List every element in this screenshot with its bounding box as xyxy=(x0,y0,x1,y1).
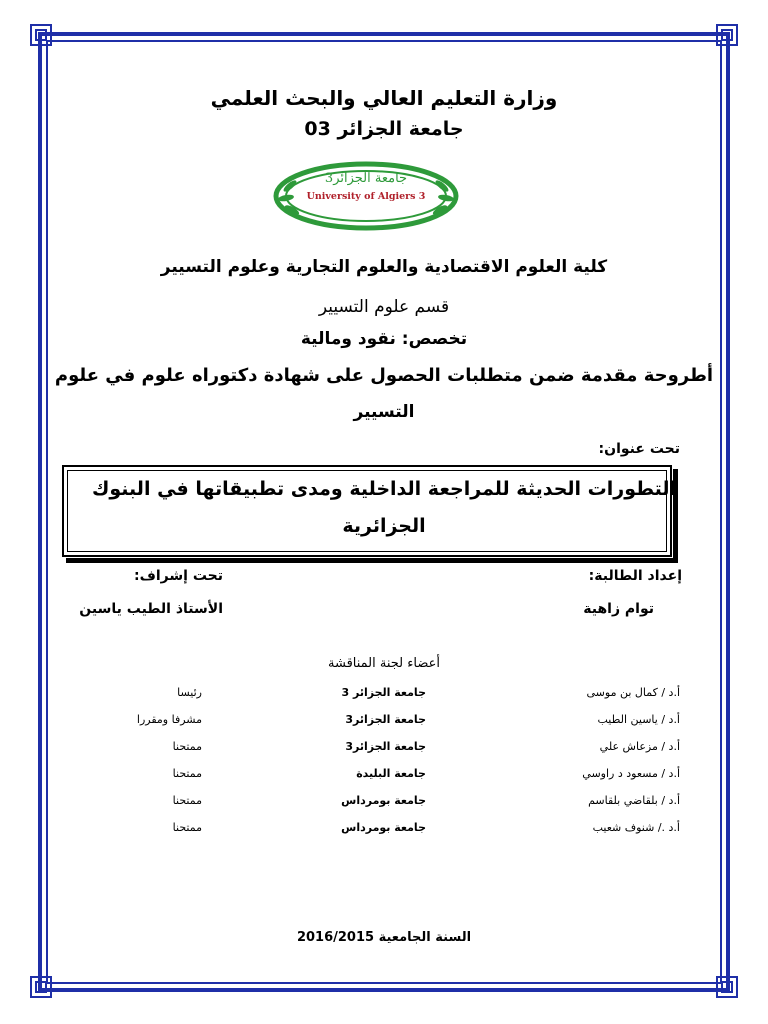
member-university: جامعة الجزائر3 xyxy=(345,713,426,726)
under-title-label: تحت عنوان: xyxy=(598,441,680,457)
corner-ornament-bottom-left xyxy=(30,976,52,998)
corner-ornament-top-right xyxy=(716,24,738,46)
member-university: جامعة بومرداس xyxy=(341,821,426,834)
faculty-name: كلية العلوم الاقتصادية والعلوم التجارية وعلوم التسيير xyxy=(160,257,608,277)
corner-ornament-top-left xyxy=(30,24,52,46)
specialty: تخصص: نقود ومالية xyxy=(300,329,468,349)
member-university: جامعة الجزائر 3 xyxy=(341,686,426,699)
logo-arabic-text: جامعة الجزائر3 xyxy=(324,171,408,186)
member-role: رئيسا xyxy=(177,686,202,699)
university-name: جامعة الجزائر 03 xyxy=(304,118,464,140)
committee-title: أعضاء لجنة المناقشة xyxy=(328,656,440,671)
member-name: أ.د / بلقاضي بلقاسم xyxy=(588,794,680,807)
corner-ornament-bottom-right xyxy=(716,976,738,998)
member-role: مشرفا ومقررا xyxy=(136,713,202,726)
member-role: ممتحنا xyxy=(172,767,202,780)
thesis-description-line1: أطروحة مقدمة ضمن متطلبات الحصول على شهادة دكتوراه علوم في علوم xyxy=(54,365,714,386)
ministry-title: وزارة التعليم العالي والبحث العلمي xyxy=(210,86,558,110)
member-name: أ.د / مسعود د راوسي xyxy=(582,767,680,780)
logo-english-text: University of Algiers 3 xyxy=(306,191,426,202)
member-university: جامعة البليدة xyxy=(356,767,426,780)
academic-year: السنة الجامعية 2016/2015 xyxy=(296,930,472,945)
member-name: أ.د / كمال بن موسى xyxy=(586,686,680,699)
student-name: توام زاهية xyxy=(583,601,654,617)
member-role: ممتحنا xyxy=(172,740,202,753)
member-university: جامعة بومرداس xyxy=(341,794,426,807)
supervision-label: تحت إشراف: xyxy=(134,568,223,584)
member-name: أ.د ./ شنوف شعيب xyxy=(592,821,680,834)
member-role: ممتحنا xyxy=(172,794,202,807)
member-university: جامعة الجزائر3 xyxy=(345,740,426,753)
thesis-title-line1: التطورات الحديثة للمراجعة الداخلية ومدى تطبيقاتها في البنوك xyxy=(91,478,677,500)
university-logo xyxy=(270,160,462,232)
supervisor-name: الأستاذ الطيب ياسين xyxy=(79,601,223,617)
department-name: قسم علوم التسيير xyxy=(318,297,450,317)
member-role: ممتحنا xyxy=(172,821,202,834)
prepared-by-label: إعداد الطالبة: xyxy=(588,568,682,584)
member-name: أ.د / مزعاش علي xyxy=(599,740,680,753)
member-name: أ.د / ياسين الطيب xyxy=(597,713,680,726)
thesis-description-line2: التسيير xyxy=(353,402,415,422)
thesis-title-line2: الجزائرية xyxy=(342,515,426,537)
